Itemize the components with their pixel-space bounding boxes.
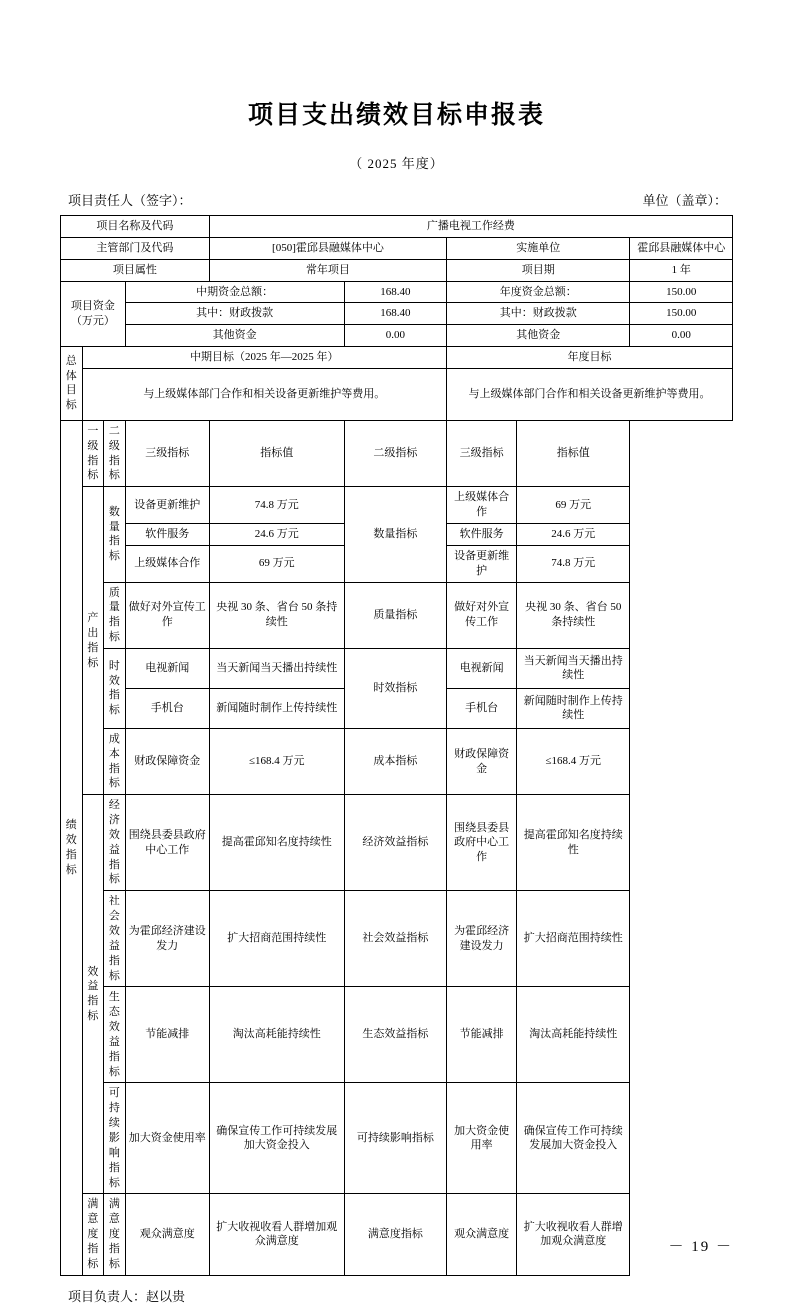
indicator-value: 淘汰高耗能持续性 [209, 987, 344, 1083]
table-row [61, 795, 733, 891]
side-char: 指 [65, 848, 77, 861]
year-other-value: 0.00 [630, 325, 733, 347]
social-indicator-label-b: 社会效益指标 [344, 891, 446, 987]
indicator-name: 为霍邱经济建设发力 [125, 891, 209, 987]
table-row [61, 216, 733, 238]
year-other-label: 其他资金 [447, 325, 630, 347]
overall-mid-text: 与上级媒体部门合作和相关设备更新维护等费用。 [82, 368, 447, 420]
indicator-name-b: 观众满意度 [447, 1194, 517, 1275]
signature-row [60, 190, 733, 209]
implement-unit-value: 霍邱县融媒体中心 [630, 237, 733, 259]
satisfaction-indicator-label-b: 满意度指标 [344, 1194, 446, 1275]
table-row [61, 487, 733, 524]
side-char: 绩 [65, 819, 77, 832]
benefit-indicator-label: 效 益 指 标 [82, 795, 104, 1194]
indicator-name: 设备更新维护 [125, 487, 209, 524]
implement-unit-label: 实施单位 [447, 237, 630, 259]
sustain-indicator-label-b: 可持续影响指标 [344, 1083, 446, 1194]
overall-mid-header: 中期目标（2025 年—2025 年） [82, 347, 447, 369]
dept-label: 主管部门及代码 [61, 237, 210, 259]
project-period-label: 项目期 [447, 259, 630, 281]
indicator-name: 软件服务 [125, 523, 209, 545]
side-char: 效 [65, 833, 77, 846]
project-name-label: 项目名称及代码 [61, 216, 210, 238]
indicator-value: 央视 30 条、省台 50 条持续性 [209, 582, 344, 648]
project-attr-label: 项目属性 [61, 259, 210, 281]
page-title: 项目支出绩效目标申报表 [247, 102, 545, 129]
quantity-indicator-label: 数量指标 [104, 487, 126, 582]
performance-side-label [61, 420, 83, 1275]
table-row [61, 347, 733, 369]
indicator-name-b: 加大资金使用率 [447, 1083, 517, 1194]
table-row [61, 259, 733, 281]
col-level2-header: 二级指标 [104, 420, 126, 486]
indicator-name: 电视新闻 [125, 648, 209, 688]
eco-indicator-label-b: 生态效益指标 [344, 987, 446, 1083]
mid-other-value: 0.00 [344, 325, 446, 347]
economic-indicator-label-b: 经济效益指标 [344, 795, 446, 891]
indicator-value: 新闻随时制作上传持续性 [209, 688, 344, 728]
cost-indicator-label-b: 成本指标 [344, 728, 446, 794]
mid-total-label: 中期资金总额： [125, 281, 344, 303]
indicator-name-b: 为霍邱经济建设发力 [447, 891, 517, 987]
indicator-name: 加大资金使用率 [125, 1083, 209, 1194]
side-char: 目 [65, 384, 77, 397]
indicator-value: ≤168.4 万元 [209, 728, 344, 794]
indicator-value-b: 淘汰高耗能持续性 [517, 987, 630, 1083]
overall-goal-side-label [61, 347, 83, 421]
year-total-label: 年度资金总额： [447, 281, 630, 303]
cost-indicator-label: 成本指标 [104, 728, 126, 794]
project-leader: 项目负责人：赵以贵 [68, 1288, 186, 1304]
project-period-value: 1 年 [630, 259, 733, 281]
indicator-name-b: 手机台 [447, 688, 517, 728]
indicator-value: 当天新闻当天播出持续性 [209, 648, 344, 688]
mid-total-value: 168.40 [344, 281, 446, 303]
timeliness-indicator-label-b: 时效指标 [344, 648, 446, 728]
indicator-value: 69 万元 [209, 545, 344, 582]
project-funds-label [61, 281, 126, 347]
economic-indicator-label: 经济效益指标 [104, 795, 126, 891]
side-char: 标 [65, 399, 77, 412]
performance-target-table [60, 215, 733, 1276]
mid-other-label: 其他资金 [125, 325, 344, 347]
indicator-value: 提高霍邱知名度持续性 [209, 795, 344, 891]
indicator-name: 观众满意度 [125, 1194, 209, 1275]
indicator-name-b: 设备更新维护 [447, 545, 517, 582]
indicator-value: 74.8 万元 [209, 487, 344, 524]
indicator-value-b: 确保宣传工作可持续发展加大资金投入 [517, 1083, 630, 1194]
indicator-value-b: 新闻随时制作上传持续性 [517, 688, 630, 728]
indicator-value: 扩大收视收看人群增加观众满意度 [209, 1194, 344, 1275]
col-value-header-b: 指标值 [517, 420, 630, 486]
funds-unit-text: （万元） [70, 314, 115, 327]
indicator-name-b: 上级媒体合作 [447, 487, 517, 524]
indicator-value-b: 24.6 万元 [517, 523, 630, 545]
table-row [61, 582, 733, 648]
indicator-value-b: 当天新闻当天播出持续性 [517, 648, 630, 688]
quality-indicator-label: 质量指标 [104, 582, 126, 648]
quantity-indicator-label-b: 数量指标 [344, 487, 446, 582]
table-row [61, 303, 733, 325]
col-value-header: 指标值 [209, 420, 344, 486]
timeliness-indicator-label: 时效指标 [104, 648, 126, 728]
indicator-name-b: 电视新闻 [447, 648, 517, 688]
overall-year-text: 与上级媒体部门合作和相关设备更新维护等费用。 [447, 368, 733, 420]
indicator-name-b: 软件服务 [447, 523, 517, 545]
table-row [61, 368, 733, 420]
indicator-value: 确保宣传工作可持续发展加大资金投入 [209, 1083, 344, 1194]
indicator-value-b: 提高霍邱知名度持续性 [517, 795, 630, 891]
indicator-name: 做好对外宣传工作 [125, 582, 209, 648]
satisfaction-group-label: 满 意 度 指 标 [82, 1194, 104, 1275]
table-row [61, 237, 733, 259]
mid-fiscal-label: 其中：财政拨款 [125, 303, 344, 325]
quality-indicator-label-b: 质量指标 [344, 582, 446, 648]
project-name-value: 广播电视工作经费 [209, 216, 732, 238]
sustain-indicator-label: 可持续影响指标 [104, 1083, 126, 1194]
indicator-name: 围绕县委县政府中心工作 [125, 795, 209, 891]
indicator-value-b: ≤168.4 万元 [517, 728, 630, 794]
table-row [61, 420, 733, 486]
indicator-name-b: 围绕县委县政府中心工作 [447, 795, 517, 891]
table-row [61, 325, 733, 347]
table-row [61, 281, 733, 303]
mid-fiscal-value: 168.40 [344, 303, 446, 325]
dept-value: [050]霍邱县融媒体中心 [209, 237, 446, 259]
table-row [61, 1083, 733, 1194]
year-fiscal-label: 其中：财政拨款 [447, 303, 630, 325]
table-row [61, 987, 733, 1083]
year-total-value: 150.00 [630, 281, 733, 303]
side-char: 总 [65, 354, 77, 367]
indicator-value: 24.6 万元 [209, 523, 344, 545]
satisfaction-indicator-label: 满意度指标 [104, 1194, 126, 1275]
indicator-name-b: 做好对外宣传工作 [447, 582, 517, 648]
fiscal-year: （ 2025 年度） [349, 156, 444, 171]
indicator-name-b: 节能减排 [447, 987, 517, 1083]
page-number: － 19 － [668, 1239, 733, 1255]
indicator-name: 财政保障资金 [125, 728, 209, 794]
side-char: 标 [65, 863, 77, 876]
indicator-value-b: 扩大收视收看人群增加观众满意度 [517, 1194, 630, 1275]
funds-label-text: 项目资金 [70, 299, 115, 312]
col-level3-header-b: 三级指标 [447, 420, 517, 486]
indicator-value-b: 扩大招商范围持续性 [517, 891, 630, 987]
social-indicator-label: 社会效益指标 [104, 891, 126, 987]
table-row [61, 891, 733, 987]
year-fiscal-value: 150.00 [630, 303, 733, 325]
side-char: 体 [65, 369, 77, 382]
responsible-person-label: 项目责任人（签字）： [68, 193, 192, 208]
indicator-value: 扩大招商范围持续性 [209, 891, 344, 987]
unit-seal-label: 单位（盖章）： [642, 193, 727, 208]
indicator-value-b: 央视 30 条、省台 50 条持续性 [517, 582, 630, 648]
eco-indicator-label: 生态效益指标 [104, 987, 126, 1083]
indicator-value-b: 74.8 万元 [517, 545, 630, 582]
indicator-name: 上级媒体合作 [125, 545, 209, 582]
output-indicator-label: 产 出 指 标 [82, 487, 104, 795]
indicator-name-b: 财政保障资金 [447, 728, 517, 794]
table-row [61, 648, 733, 688]
indicator-name: 手机台 [125, 688, 209, 728]
overall-year-header: 年度目标 [447, 347, 733, 369]
project-attr-value: 常年项目 [209, 259, 446, 281]
table-row [61, 728, 733, 794]
indicator-value-b: 69 万元 [517, 487, 630, 524]
col-level2-header-b: 二级指标 [344, 420, 446, 486]
table-row [61, 1194, 733, 1275]
indicator-name: 节能减排 [125, 987, 209, 1083]
col-level3-header: 三级指标 [125, 420, 209, 486]
col-level1-header: 一级指标 [82, 420, 104, 486]
